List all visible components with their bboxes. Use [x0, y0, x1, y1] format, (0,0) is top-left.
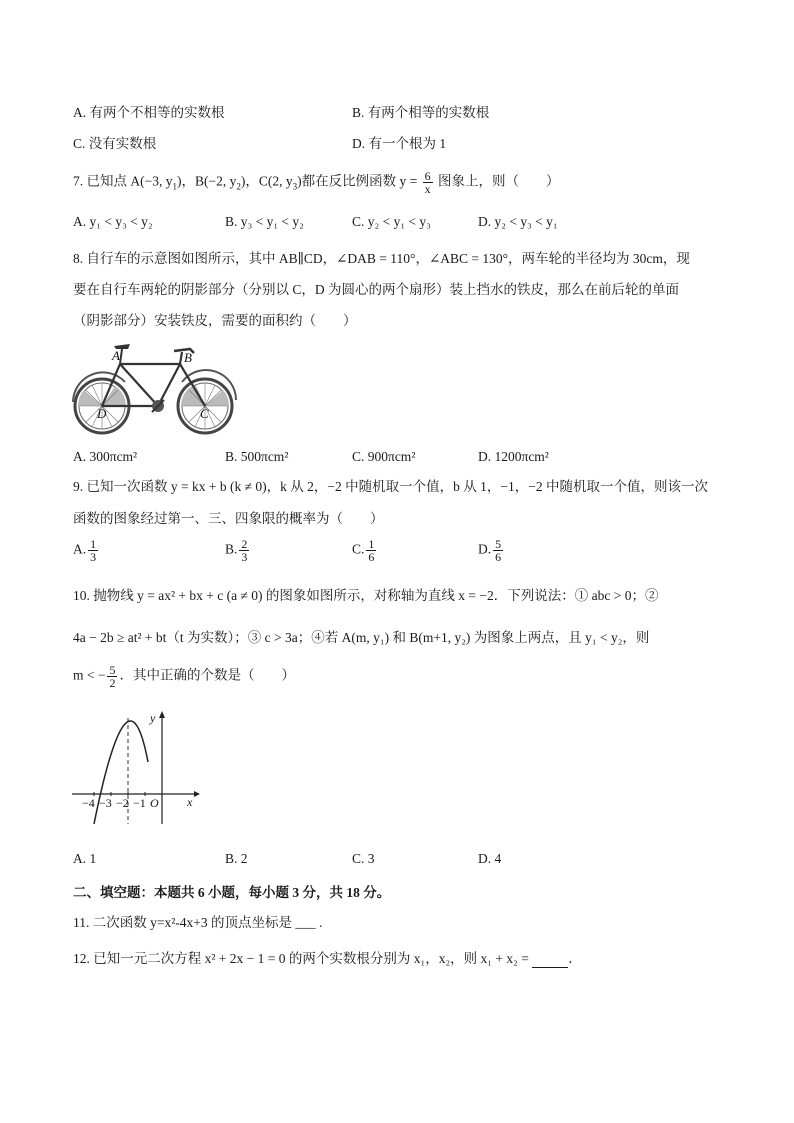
q10-option-a: A. 1: [73, 851, 97, 866]
q7-stem: 7. 已知点 A(−3, $y_1$)，B(−2, $y_2$)，C(2, $y_3$)都在反比例函数 y = $\frac{6}{x}$ 图象上，则（ ）: [73, 169, 560, 196]
q8-line-2: 要在自行车两轮的阴影部分（分别以 C，D 为圆心的两个扇形）装上挡水的铁皮，那么在前后轮的单面: [73, 282, 680, 297]
q6-option-b: B. 有两个相等的实数根: [352, 105, 490, 120]
label-c: C: [200, 406, 209, 421]
q8-line-1: 8. 自行车的示意图如图所示，其中 AB∥CD，∠DAB = 110°，∠ABC = 130°，两车轮的半径均为 30cm，现: [73, 251, 690, 266]
y-axis-label: y: [150, 711, 156, 725]
label-d: D: [97, 406, 107, 421]
q10-line-2: 4a − 2b ≥ at² + bt（t 为实数）；③ c > 3a；④若 A(m, y₁) 和 B(m+1, y₂) 为图象上两点，且 y₁ < y₂，则: [73, 630, 650, 645]
q6-option-d: D. 有一个根为 1: [352, 136, 447, 151]
label-a: A: [112, 348, 120, 363]
q10-option-b: B. 2: [225, 851, 248, 866]
tick-neg2: −2: [116, 796, 129, 810]
q8-option-b: B. 500πcm²: [225, 449, 289, 464]
q7-option-d: D. y₂ < y₃ < y₁: [478, 214, 558, 229]
tick-neg4: −4: [82, 796, 95, 810]
q8-option-c: C. 900πcm²: [352, 449, 416, 464]
section-fill-in-blank-heading: 二、填空题：本题共 6 小题，每小题 3 分，共 18 分。: [73, 885, 391, 900]
q9-option-a: A. $\frac{1}{3}$: [73, 537, 97, 564]
q12-answer-blank[interactable]: [532, 953, 568, 968]
q8-option-d: D. 1200πcm²: [478, 449, 549, 464]
q9-line-1: 9. 已知一次函数 y = kx + b (k ≠ 0)，k 从 2，−2 中随机取一个值，b 从 1，−1，−2 中随机取一个值，则该一次: [73, 479, 708, 494]
q10-option-d: D. 4: [478, 851, 502, 866]
parabola-figure: [70, 706, 202, 830]
origin-label: O: [150, 796, 159, 810]
q9-line-2: 函数的图象经过第一、三、四象限的概率为（ ）: [73, 511, 384, 526]
q7-fraction: $\frac{6}{x}$: [424, 169, 431, 196]
q7-option-a: A. y₁ < y₃ < y₂: [73, 214, 153, 229]
q10-line-3: m < − $\frac{5}{2}$ ．其中正确的个数是（ ）: [73, 663, 295, 690]
q10-line-1: 10. 抛物线 y = ax² + bx + c (a ≠ 0) 的图象如图所示，对称轴为直线 x = −2．下列说法：① abc > 0；②: [73, 588, 659, 603]
q9-option-d: D. $\frac{5}{6}$: [478, 537, 502, 564]
q8-line-3: （阴影部分）安装铁皮，需要的面积约（ ）: [73, 313, 357, 328]
q7-option-c: C. y₂ < y₁ < y₃: [352, 214, 431, 229]
q9-option-c: C. $\frac{1}{6}$: [352, 537, 375, 564]
q8-option-a: A. 300πcm²: [73, 449, 138, 464]
tick-neg3: −3: [99, 796, 112, 810]
q9-option-b: B. $\frac{2}{3}$: [225, 537, 248, 564]
x-axis-label: x: [187, 795, 193, 809]
q7-option-b: B. y₃ < y₁ < y₂: [225, 214, 304, 229]
label-b: B: [184, 350, 192, 365]
q12-stem: 12. 已知一元二次方程 x² + 2x − 1 = 0 的两个实数根分别为 x₁，x₂，则 x₁ + x₂ = ．: [73, 951, 582, 966]
tick-neg1: −1: [133, 796, 146, 810]
q6-option-c: C. 没有实数根: [73, 136, 157, 151]
q11-stem: 11. 二次函数 y=x²-4x+3 的顶点坐标是 ___ .: [73, 915, 323, 930]
bicycle-figure: [70, 340, 240, 436]
q10-option-c: C. 3: [352, 851, 375, 866]
q6-option-a: A. 有两个不相等的实数根: [73, 105, 225, 120]
